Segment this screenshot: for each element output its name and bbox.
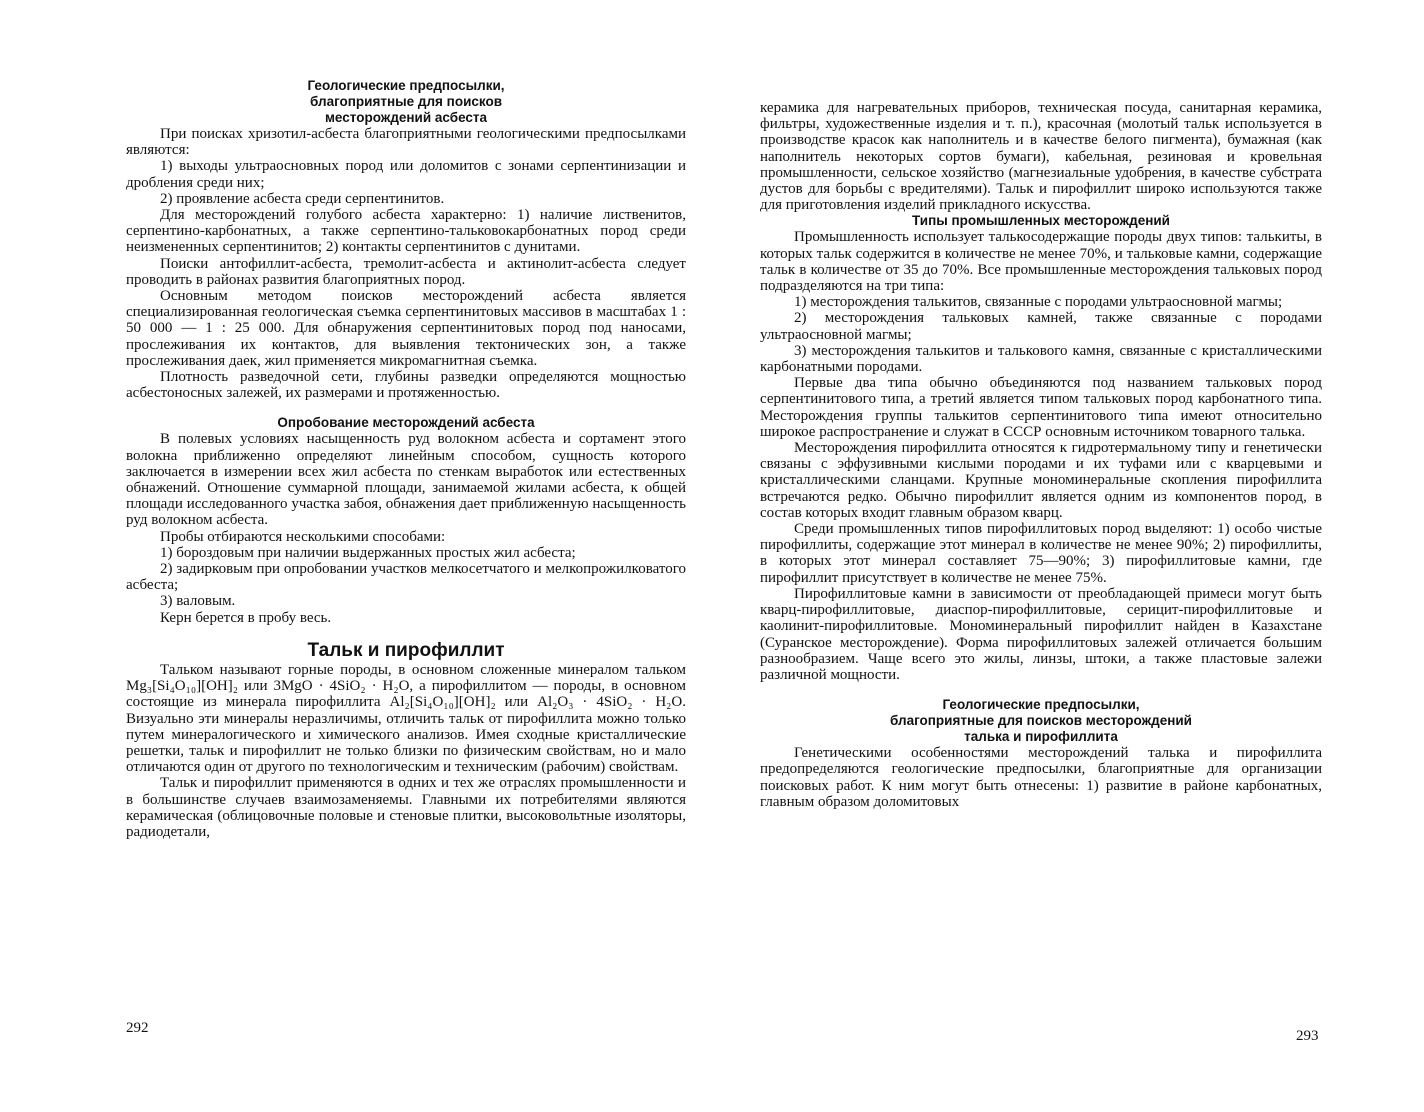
section-deposit-types [760,213,1322,683]
page-number-left: 292 [126,1020,149,1036]
paragraph: Пробы отбираются несколькими способами: [160,528,446,545]
paragraph: Первые два типа обычно объединяются под названием тальковых пород серпентинитового типа, а третий является типом тальковых пород карбонатного типа. Месторождения группы талькитов серпентинитового типа имеют относительно широкое распространение и служат в СССР основным источником товарного талька. [760,375,1322,440]
section-asbestos-prerequisites [126,78,686,401]
section-title-line: благоприятные для поисков месторождений [890,713,1192,729]
section-title-line: Геологические предпосылки, [942,697,1140,713]
chapter-title: Тальк и пирофиллит [307,639,505,661]
section-title [760,697,1322,745]
paragraph: керамика для нагревательных приборов, техническая посуда, санитарная керамика, фильтры, художественные изделия и т. п.), красочная (молотый тальк используется в производстве красок как наполнитель и в качестве белого пигмента), бумажная (как наполнитель некоторых сортов бумаги), кабельная, резиновая и кровельная промышленности, сельское хозяйство (магнезиальные удобрения, в качестве субстрата дустов для борьбы с вредителями). Тальк и пирофиллит широко используются также для приготовления изделий прикладного искусства. [760,100,1322,214]
paragraph: 2) месторождения тальковых камней, также связанные с породами ультраосновной магмы; [760,310,1322,343]
section-title-line: Опробование месторождений асбеста [277,415,535,431]
section-asbestos-sampling [126,415,686,625]
paragraph: 1) месторождения талькитов, связанные с породами ультраосновной магмы; [794,294,1283,311]
paragraph: Плотность разведочной сети, глубины разведки определяются мощностью асбестоносных залежей, их размерами и протяженностью. [126,369,686,402]
paragraph: Тальком называют горные породы, в основном сложенные минералом тальком Mg₃[Si₄O₁₀][OH]₂ или 3MgO · 4SiO₂ · H₂O, а пирофиллитом — породы, в основном состоящие из минерала пирофиллита Al₂[Si₄O₁₀][OH]₂ или Al₂O₃ · 4SiO₂ · H₂O. Визуально эти минералы неразличимы, отличить тальк от пирофиллита можно только путем минералогического и химического анализов. Имея сходные кристаллические решетки, тальк и пирофиллит не только близки по физическим свойствам, но и мало отличаются один от другого по технологическим и техническим (рабочим) свойствам. [126,661,686,776]
paragraph: 1) бороздовым при наличии выдержанных простых жил асбеста; [160,544,576,561]
paragraph: 3) месторождения талькитов и талькового камня, связанные с кристаллическими карбонатными породами. [760,342,1322,376]
paragraph: 2) проявление асбеста среди серпентинитов. [160,190,445,207]
paragraph: Генетическими особенностями месторождений талька и пирофиллита предопределяются геологические предпосылки, благоприятные для организации поисковых работ. К ним могут быть отнесены: 1) развитие в районе карбонатных, главным образом доломитовых [760,745,1322,810]
section-title-line: Геологические предпосылки, [307,78,505,93]
chapter-talc-pyrophyllite [126,640,686,840]
paragraph: Для месторождений голубого асбеста характерно: 1) наличие лиственитов, серпентино-карбонатных, а также серпентино-тальковокарбонатных пород среди неизмененных серпентинитов; 2) контакты серпентинитов с дунитами. [126,207,686,256]
paragraph: 2) задирковым при опробовании участков мелкосетчатого и мелкопрожилковатого асбеста; [126,561,686,594]
paragraph: Тальк и пирофиллит применяются в одних и тех же отраслях промышленности и в большинстве случаев взаимозаменяемы. Главными их потребителями являются керамическая (облицовочные половые и стеновые плитки, высоковольтные изоляторы, радиодетали, [126,775,686,840]
paragraph: Керн берется в пробу весь. [160,609,332,626]
section-title [126,415,686,431]
paragraph: 3) валовым. [160,593,236,610]
section-title-line: благоприятные для поисков [309,94,502,109]
paragraph: Промышленность использует талькосодержащие породы двух типов: талькиты, в которых тальк содержится в количестве не менее 70%, и тальковые камни, содержащие тальк в количестве от 35 до 70%. Все промышленные месторождения тальковых пород подразделяются на три типа: [760,229,1322,295]
section-title-line: талька и пирофиллита [964,729,1118,745]
paragraph: При поисках хризотил-асбеста благоприятными геологическими предпосылками являются: [126,126,686,159]
section-title-line: Типы промышленных месторождений [912,213,1170,229]
right-page [760,100,1322,810]
paragraph: Месторождения пирофиллита относятся к гидротермальному типу и генетически связаны с эффузивными кислыми породами и их туфами или с кварцевыми и кристаллическими сланцами. Крупные мономинеральные скопления пирофиллита встречаются редко. Обычно пирофиллит является одним из компонентов пород, в состав которых входит главным образом кварц. [760,440,1322,521]
section-title [126,78,686,126]
paragraph: Среди промышленных типов пирофиллитовых пород выделяют: 1) особо чистые пирофиллиты, содержащие этот минерал в количестве не менее 90%; 2) пирофиллиты, в которых этот минерал составляет 75—90%; 3) пирофиллитовые камни, где пирофиллит присутствует в количестве не менее 75%. [760,521,1322,586]
paragraph: Поиски антофиллит-асбеста, тремолит-асбеста и актинолит-асбеста следует проводить в районах развития благоприятных пород. [126,255,686,288]
paragraph: Пирофиллитовые камни в зависимости от преобладающей примеси могут быть кварц-пирофиллитовые, диаспор-пирофиллитовые, серицит-пирофиллитовые и каолинит-пирофиллитовые. Мономинеральный пирофиллит найден в Казахстане (Суранское месторождение). Форма пирофиллитовых залежей отличается большим разнообразием. Чаще всего это жилы, линзы, штоки, а также пластовые залежи различной мощности. [760,585,1322,683]
section-title-line: месторождений асбеста [324,110,488,125]
section-talc-prerequisites [760,697,1322,810]
left-page [126,78,686,840]
page-number-right: 293 [1296,1028,1319,1044]
paragraph: В полевых условиях насыщенность руд волокном асбеста и сортамент этого волокна приближенно определяют линейным способом, сущность которого заключается в измерении всех жил асбеста по стенкам выработок или естественных обнажений. Отношение суммарной площади, занимаемой жилами асбеста, к общей площади исследованного участка забоя, обнажения дает приближенную насыщенность руд волокном асбеста. [126,431,686,529]
paragraph: 1) выходы ультраосновных пород или доломитов с зонами серпентинизации и дробления среди них; [126,158,686,191]
section-title [760,213,1322,229]
paragraph: Основным методом поисков месторождений асбеста является специализированная геологическая съемка серпентинитовых массивов в масштабах 1 : 50 000 — 1 : 25 000. Для обнаружения серпентинитовых пород под наносами, прослеживания их контактов, для выявления тектонических зон, а также прослеживания даек, жил применяется микромагнитная съемка. [126,288,686,369]
